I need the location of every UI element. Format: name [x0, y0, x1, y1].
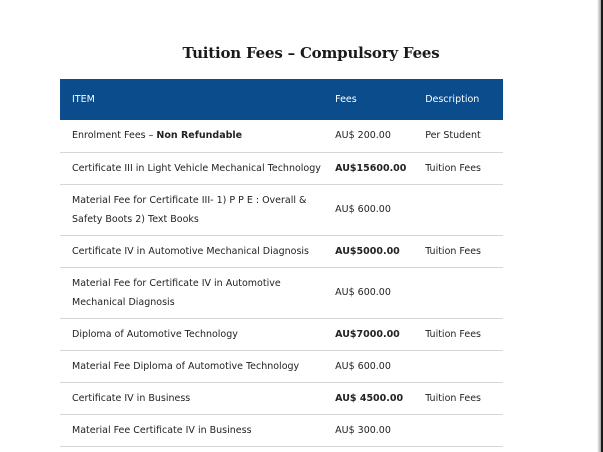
- description-cell: [425, 414, 503, 446]
- item-text: Enrolment Fees –: [72, 130, 157, 142]
- description-cell: Tuition Fees: [425, 382, 503, 414]
- fee-cell: AU$ 600.00: [335, 267, 425, 318]
- table-row: [60, 120, 503, 152]
- fee-cell: AU$5000.00: [335, 235, 425, 267]
- item-cell: Material Fee Certificate IV in Business: [60, 414, 335, 446]
- fee-cell: AU$ 600.00: [335, 350, 425, 382]
- fee-cell: AU$ 300.00: [335, 414, 425, 446]
- item-cell: Material Fee for Certificate IV in Automotive Mechanical Diagnosis: [60, 267, 335, 318]
- item-cell: Certificate III in Light Vehicle Mechanical Technology: [60, 152, 335, 184]
- table-row: [60, 235, 503, 267]
- table-row: [60, 350, 503, 382]
- column-header-fees: Fees: [335, 94, 357, 105]
- description-cell: [425, 350, 503, 382]
- fee-cell: AU$ 4500.00: [335, 382, 425, 414]
- table-row: [60, 184, 503, 235]
- description-cell: Tuition Fees: [425, 152, 503, 184]
- column-header-item: ITEM: [72, 94, 95, 105]
- table-row: [60, 267, 503, 318]
- item-cell: [60, 120, 335, 152]
- item-cell: Material Fee Diploma of Automotive Technology: [60, 350, 335, 382]
- column-header-description: Description: [425, 94, 480, 105]
- description-cell: Tuition Fees: [425, 318, 503, 350]
- item-cell: Certificate IV in Business: [60, 382, 335, 414]
- page-title: Tuition Fees – Compulsory Fees: [182, 44, 440, 62]
- table-row: [60, 414, 503, 446]
- table-row: [60, 318, 503, 350]
- description-cell: [425, 184, 503, 235]
- item-cell: Certificate IV in Automotive Mechanical Diagnosis: [60, 235, 335, 267]
- fees-table: [60, 79, 503, 447]
- description-cell: Tuition Fees: [425, 235, 503, 267]
- table-header-row: [60, 79, 503, 120]
- fee-cell: AU$15600.00: [335, 152, 425, 184]
- description-cell: [425, 267, 503, 318]
- item-emphasis-text: Non Refundable: [156, 130, 243, 142]
- fee-cell: AU$ 200.00: [335, 120, 425, 152]
- table-row: [60, 382, 503, 414]
- item-cell: Material Fee for Certificate III- 1) P P E : Overall & Safety Boots 2) Text Books: [60, 184, 335, 235]
- fee-cell: AU$ 600.00: [335, 184, 425, 235]
- item-cell: Diploma of Automotive Technology: [60, 318, 335, 350]
- table-row: [60, 152, 503, 184]
- fee-cell: AU$7000.00: [335, 318, 425, 350]
- description-cell: Per Student: [425, 120, 503, 152]
